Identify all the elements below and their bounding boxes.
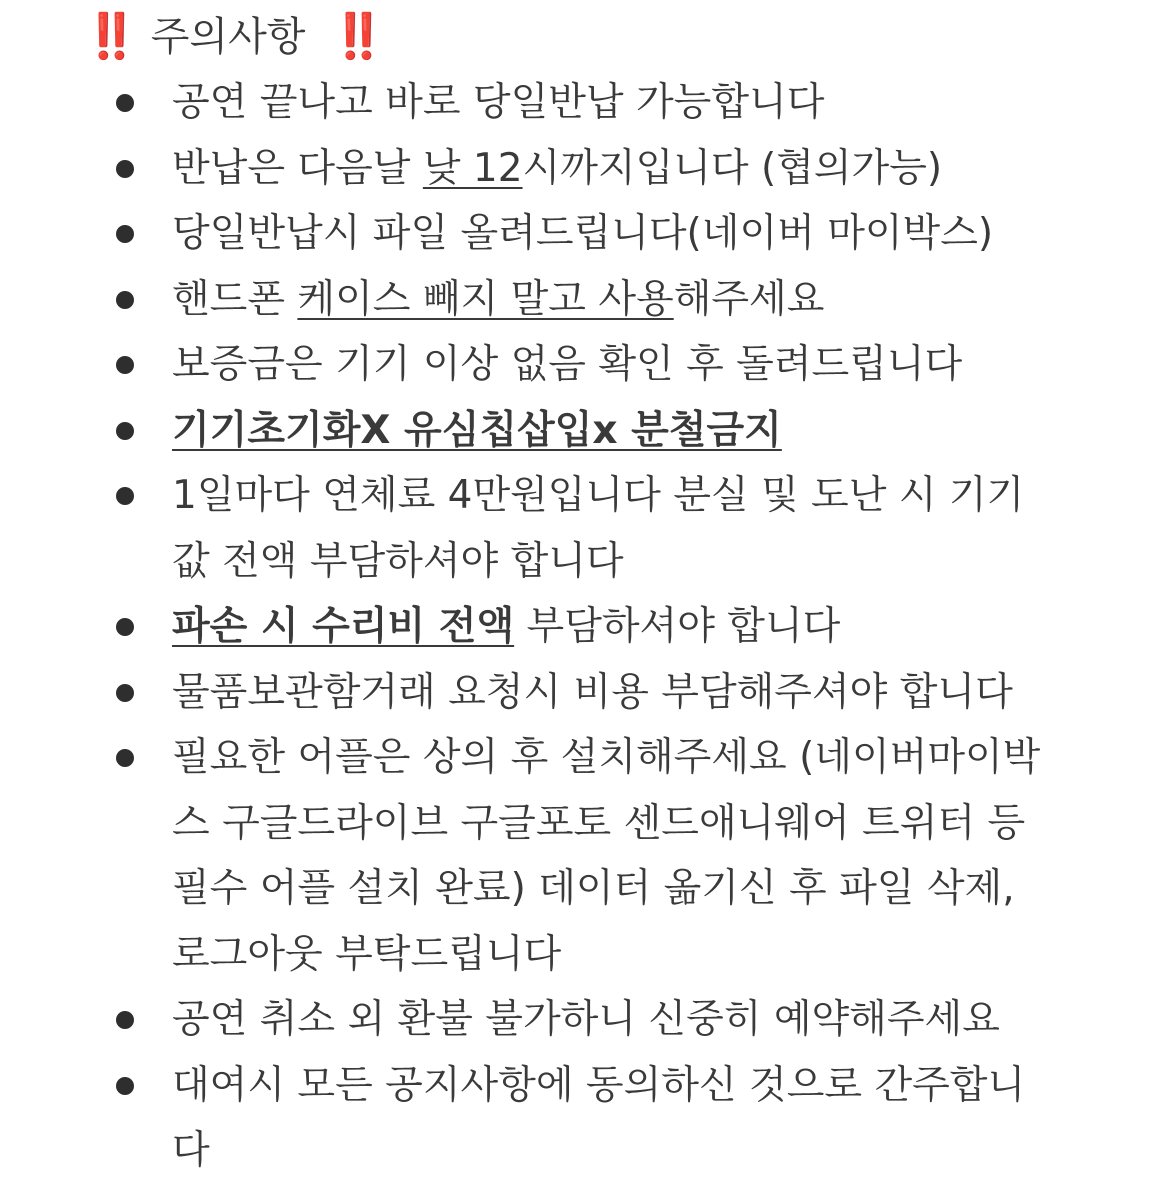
- notice-text: 반납은 다음날: [172, 145, 423, 191]
- notice-text: 핸드폰: [172, 276, 298, 322]
- notice-text: 공연 끝나고 바로 당일반납 가능합니다: [172, 80, 825, 125]
- notice-item-refund: [0, 987, 1174, 1053]
- notice-item-file-upload: [0, 201, 1174, 267]
- notice-text-line: 값 전액 부담하셔야 합니다: [172, 538, 624, 584]
- notice-text-line: 로그아웃 부탁드립니다: [172, 931, 562, 977]
- notice-underlined-text: 낮 12: [422, 145, 523, 191]
- notice-list: [0, 70, 1174, 1184]
- notice-text-line: 대여시 모든 공지사항에 동의하신 것으로 간주합니: [172, 1062, 1026, 1108]
- notice-item-prohibitions: [0, 398, 1174, 464]
- notice-text-line: 다: [172, 1128, 210, 1173]
- bullet-icon: [116, 487, 134, 505]
- notice-text: 당일반납시 파일 올려드립니다(네이버 마이박스): [172, 211, 994, 256]
- bullet-icon: [116, 618, 134, 636]
- bullet-icon: [116, 291, 134, 309]
- bullet-icon: [116, 94, 134, 112]
- notice-item-return-deadline: [0, 136, 1174, 202]
- notice-text: 물품보관함거래 요청시 비용 부담해주셔야 합니다: [172, 669, 1013, 715]
- notice-title: [84, 8, 380, 66]
- notice-text: 보증금은 기기 이상 없음 확인 후 돌려드립니다: [172, 342, 963, 387]
- bullet-icon: [116, 1077, 134, 1095]
- notice-text: 해주세요: [673, 276, 825, 322]
- double-exclamation-icon: ‼️: [331, 11, 381, 62]
- bullet-icon: [116, 684, 134, 702]
- notice-text-line: 필요한 어플은 상의 후 설치해주세요 (네이버마이박: [172, 735, 1041, 780]
- bullet-icon: [116, 749, 134, 767]
- notice-item-damage: [0, 594, 1174, 660]
- bullet-icon: [116, 225, 134, 243]
- notice-text: 부담하셔야 합니다: [514, 604, 841, 649]
- notice-text-line: 1일마다 연체료 4만원입니다 분실 및 도난 시 기기: [172, 473, 1025, 518]
- notice-item-deposit: [0, 332, 1174, 398]
- notice-item-late-fee: [0, 463, 1174, 594]
- notice-text: 시까지입니다 (협의가능): [522, 145, 943, 191]
- notice-title-text: 주의사항: [150, 14, 306, 60]
- bullet-icon: [116, 422, 134, 440]
- notice-text: 공연 취소 외 환불 불가하니 신중히 예약해주세요: [172, 997, 1000, 1042]
- notice-item-agreement: [0, 1053, 1174, 1184]
- notice-item-same-day-return: [0, 70, 1174, 136]
- bullet-icon: [116, 356, 134, 374]
- notice-bold-underlined-text: 파손 시 수리비 전액: [172, 604, 515, 649]
- notice-underlined-text: 케이스 빼지 말고 사용: [297, 276, 674, 322]
- bullet-icon: [116, 160, 134, 178]
- notice-text-line: 스 구글드라이브 구글포토 센드애니웨어 트위터 등: [172, 800, 1026, 846]
- bullet-icon: [116, 1011, 134, 1029]
- double-exclamation-icon: ‼️: [84, 11, 133, 62]
- notice-item-locker: [0, 660, 1174, 726]
- notice-item-apps: [0, 725, 1174, 987]
- notice-text-line: 필수 어플 설치 완료) 데이터 옮기신 후 파일 삭제,: [172, 866, 1015, 911]
- notice-bold-underlined-text: 기기초기화X 유심칩삽입x 분철금지: [172, 407, 782, 453]
- notice-item-phone-case: [0, 267, 1174, 333]
